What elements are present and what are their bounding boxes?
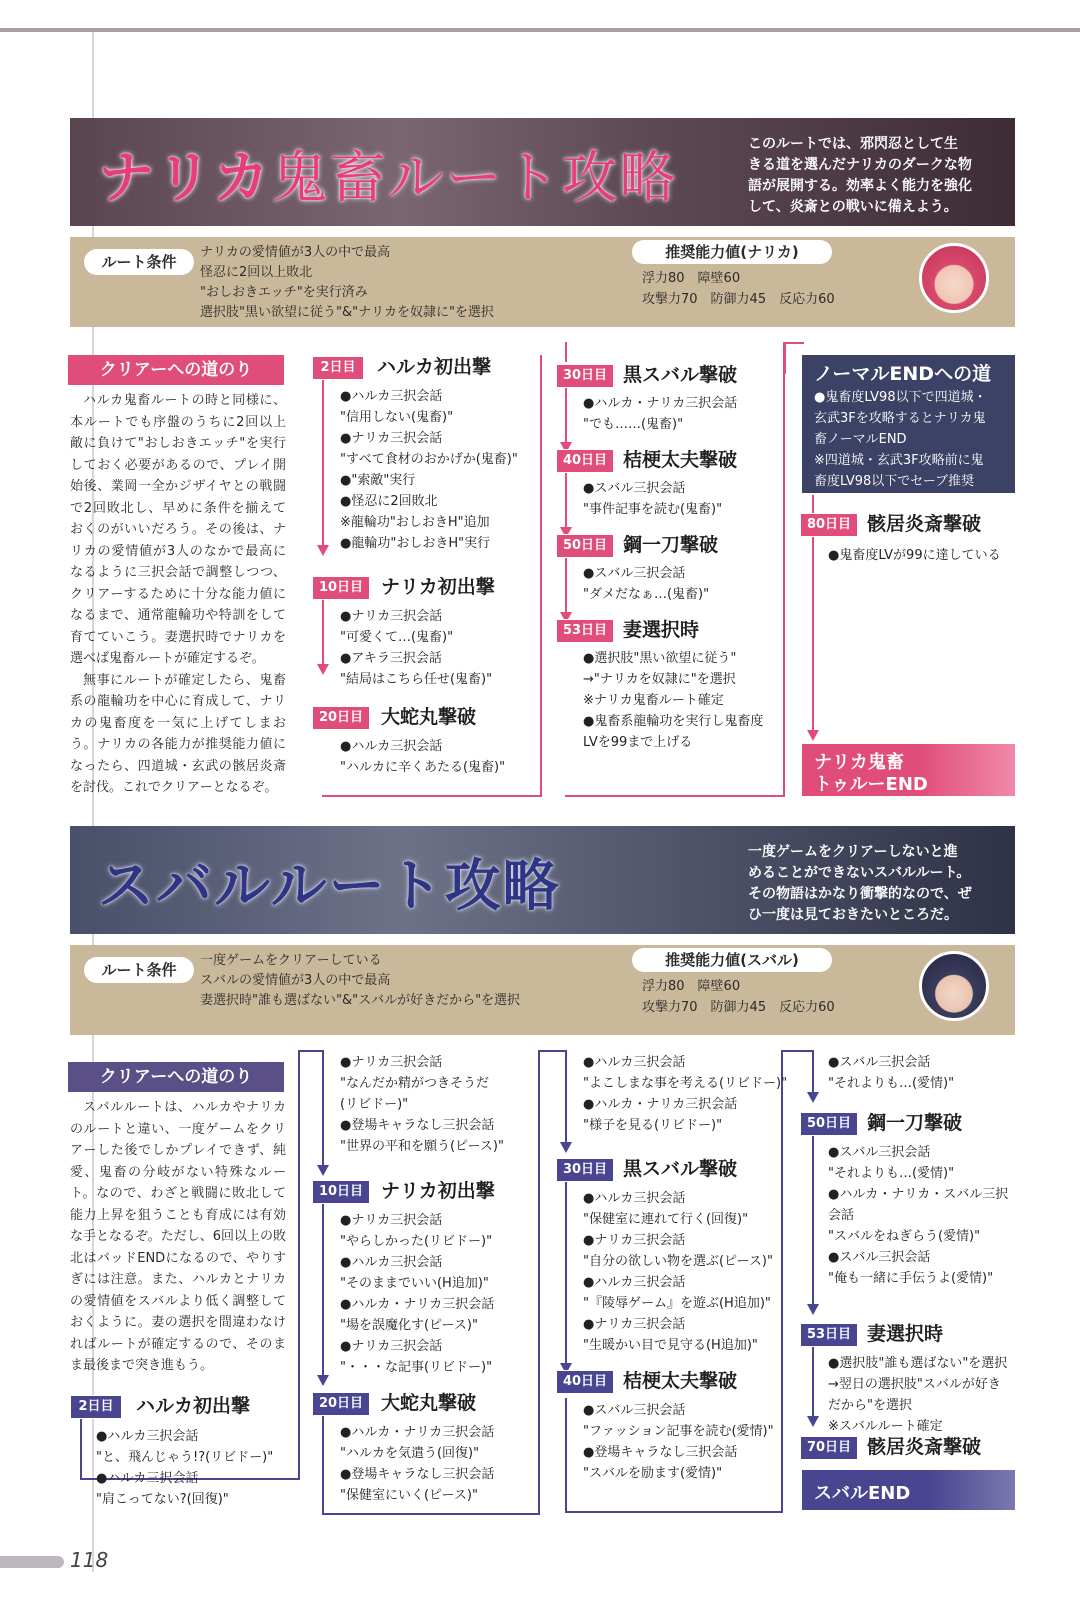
flow-connector xyxy=(538,1050,540,1515)
flow-arrow-icon xyxy=(560,1142,572,1153)
day-badge: 20日目 xyxy=(312,1392,370,1416)
narika-intro-line: このルートでは、邪閃忍として生 xyxy=(748,136,958,152)
flow-item: "でも……(鬼畜)" xyxy=(583,417,684,432)
flow-item: ●ハルカ・ナリカ三択会話 xyxy=(340,1425,495,1440)
event-title: 大蛇丸撃破 xyxy=(381,1392,477,1414)
event-title: 骸居炎斎撃破 xyxy=(867,513,982,535)
flow-item: "それよりも…(愛情)" xyxy=(828,1166,955,1181)
day-badge: 10日目 xyxy=(312,576,370,600)
day-badge: 80日目 xyxy=(800,513,858,537)
flow-connector xyxy=(565,1511,783,1513)
flow-connector xyxy=(322,370,324,548)
flow-item: "ハルカを気遣う(回復)" xyxy=(340,1446,480,1461)
flow-item: "と、飛んじゃう!?(リビドー)" xyxy=(96,1450,274,1465)
flow-item: ●ハルカ三択会話 xyxy=(96,1471,199,1486)
subaru-intro-line: ひ一度は見ておきたいところだ。 xyxy=(748,907,958,923)
narika-true-end-badge xyxy=(802,744,1015,796)
flow-arrow-icon xyxy=(317,545,329,556)
subaru-avatar xyxy=(919,951,989,1021)
flow-item: ●スバル三択会話 xyxy=(583,566,686,581)
flow-item: ●ナリカ三択会話 xyxy=(340,609,443,624)
flow-item: "なんだか精がつきそうだ xyxy=(340,1076,489,1091)
flow-item: ●登場キャラなし三択会話 xyxy=(583,1445,738,1460)
route-condition-label: ルート条件 xyxy=(84,957,194,983)
flow-item: ●ナリカ三択会話 xyxy=(583,1233,686,1248)
flow-item: ●スバル三択会話 xyxy=(583,481,686,496)
flow-item: ●ハルカ三択会話 xyxy=(340,1255,443,1270)
subaru-route-conditions xyxy=(70,945,1015,1035)
flow-connector xyxy=(565,550,567,616)
event-title: 大蛇丸撃破 xyxy=(381,706,477,728)
flow-item: ●ナリカ三択会話 xyxy=(340,1213,443,1228)
event-title: ハルカ初出撃 xyxy=(377,356,492,378)
flow-arrow-icon xyxy=(317,664,329,675)
narika-title-name: ナリカ xyxy=(98,146,272,211)
normal-end-line: ●鬼畜度LV98以下で四道城・ xyxy=(814,390,987,405)
flow-connector xyxy=(538,1050,565,1052)
flow-item: ●スバル三択会話 xyxy=(828,1055,931,1070)
flow-item: →翌日の選択肢"スバルが好き xyxy=(828,1377,1001,1392)
narika-clear-paragraph: 無事にルートが確定したら、鬼畜系の龍輪功を中心に育成して、ナリカの鬼畜度を一気に上げてしまおう。ナリカの各能力が推奨能力値になったら、四道城・玄武の骸居炎斎を討伐。これでクリアーとなるぞ。 xyxy=(70,672,286,795)
event-title: 黒スバル撃破 xyxy=(623,364,738,386)
condition-item: 一度ゲームをクリアーしている xyxy=(200,953,382,968)
condition-item: 妻選択時"誰も選ばない"&"スバルが好きだから"を選択 xyxy=(200,993,521,1008)
flow-item: ●登場キャラなし三択会話 xyxy=(340,1467,495,1482)
day-badge: 70日目 xyxy=(800,1436,858,1460)
flow-connector xyxy=(565,1180,567,1367)
day-badge: 30日目 xyxy=(556,364,614,388)
event-title: 妻選択時 xyxy=(867,1323,944,1345)
event-title: ナリカ初出撃 xyxy=(381,1180,495,1202)
flow-item: ●ハルカ・ナリカ三択会話 xyxy=(583,396,738,411)
event-title: 鋼一刀撃破 xyxy=(623,534,719,556)
flow-connector xyxy=(565,1050,567,1146)
flow-connector xyxy=(565,465,567,531)
condition-item: スバルの愛情値が3人の中で最高 xyxy=(200,973,391,988)
flow-arrow-icon xyxy=(317,1375,329,1386)
flow-item: "自分の欲しい物を選ぶ(ピース)" xyxy=(583,1254,773,1269)
flow-item: LVを99まで上げる xyxy=(583,735,693,750)
flow-item: ※スバルルート確定 xyxy=(828,1419,943,1434)
flow-item: ●スバル三択会話 xyxy=(828,1250,931,1265)
flow-item: "事件記事を読む(鬼畜)" xyxy=(583,502,723,517)
flow-item: "生暖かい目で見守る(H追加)" xyxy=(583,1338,758,1353)
flow-item: ●ハルカ三択会話 xyxy=(340,389,443,404)
event-title: ナリカ初出撃 xyxy=(381,576,495,598)
flow-item: "それよりも…(愛情)" xyxy=(828,1076,955,1091)
flow-item: "スバルを励ます(愛情)" xyxy=(583,1466,723,1481)
flow-connector xyxy=(781,1050,783,1513)
day-badge: 2日目 xyxy=(312,356,364,380)
flow-item: "世界の平和を願う(ピース)" xyxy=(340,1139,504,1154)
flow-item: ●選択肢"誰も選ばない"を選択 xyxy=(828,1356,1008,1371)
flow-item: "結局はこちら任せ(鬼畜)" xyxy=(340,672,493,687)
event-title: 骸居炎斎撃破 xyxy=(867,1436,982,1458)
flow-arrow-icon xyxy=(317,1165,329,1176)
flow-item: "『陵辱ゲーム』を遊ぶ(H追加)" xyxy=(583,1296,771,1311)
narika-clear-paragraph: ハルカ鬼畜ルートの時と同様に、本ルートでも序盤のうちに2回以上敵に負けて"おしおきエッチ"を実行しておく必要があるので、プレイ開始後、業岡一全かジザイヤとの戦闘で2回敗北し、早めに条件を揃えておくのがいいだろう。その後は、ナリカの愛情値が3人のなかで最高になるように三択会話で調整しつつ、クリアーするために十分な能力値になるまで、通常龍輪功や特訓をして育てていこう。妻選択時でナリカを選べば鬼畜ルートが確定するぞ。 xyxy=(70,393,286,666)
subaru-clear-paragraph: スバルルートは、ハルカやナリカのルートと違い、一度ゲームをクリアーした後でしかプレイできず、純愛、鬼畜の分岐がない特殊なルート。なので、わざと戦闘に敗北して能力上昇を狙うことも育成には有効な手となるぞ。ただし、6回以上の敗北はバッドENDになるので、やりすぎには注意。また、ハルカとナリカの愛情値をスバルより低く調整しておくように。妻の選択を間違わなければルートが確定するので、そのまま最後まで突き進もう。 xyxy=(70,1100,287,1373)
flow-item: "よこしまな事を考える(リビドー)" xyxy=(583,1076,788,1091)
recommended-stats-label: 推奨能力値(ナリカ) xyxy=(632,240,832,264)
narika-route-title xyxy=(98,134,677,214)
subaru-intro-line: めることができないスバルルート。 xyxy=(748,865,971,881)
condition-item: ナリカの愛情値が3人の中で最高 xyxy=(200,245,391,260)
normal-end-title: ノーマルENDへの道 xyxy=(814,363,992,385)
flow-connector xyxy=(565,380,567,446)
narika-intro xyxy=(748,134,993,218)
normal-end-body xyxy=(814,387,1014,492)
flow-item: "場を誤魔化す(ピース)" xyxy=(340,1318,478,1333)
subaru-title-banner xyxy=(70,826,1015,934)
flow-item: ●ハルカ・ナリカ三択会話 xyxy=(340,1297,495,1312)
subaru-end-badge xyxy=(802,1470,1015,1510)
normal-end-box xyxy=(802,355,1015,493)
flow-item: "可愛くて…(鬼畜)" xyxy=(340,630,454,645)
flow-item: "様子を見る(リビドー)" xyxy=(583,1118,723,1133)
flow-item: "やらしかった(リビドー)" xyxy=(340,1234,493,1249)
day-badge: 53日目 xyxy=(556,619,614,643)
condition-list xyxy=(200,243,494,323)
flow-item: ●ナリカ三択会話 xyxy=(340,1055,443,1070)
flow-connector xyxy=(298,1050,322,1052)
narika-route-conditions xyxy=(70,237,1015,327)
flow-item: ●ハルカ三択会話 xyxy=(583,1275,686,1290)
top-rule xyxy=(0,28,1080,32)
page-number-tab xyxy=(0,1556,64,1568)
narika-title-rest: 鬼畜ルート攻略 xyxy=(271,146,678,211)
narika-title-banner xyxy=(70,118,1015,226)
flow-item: ●スバル三択会話 xyxy=(828,1145,931,1160)
flow-item: ●"索敵"実行 xyxy=(340,473,416,488)
flow-connector xyxy=(812,1340,814,1420)
narika-clear-heading: クリアーへの道のり xyxy=(68,355,284,385)
flow-item: "・・・な記事(リビドー)" xyxy=(340,1360,493,1375)
flow-connector xyxy=(781,1050,812,1052)
narika-intro-line: きる道を選んだナリカのダークな物 xyxy=(748,157,972,173)
flow-item: ●ナリカ三択会話 xyxy=(583,1317,686,1332)
subaru-intro-line: 一度ゲームをクリアーしないと進 xyxy=(748,844,958,860)
end-label: スバルEND xyxy=(814,1483,911,1504)
recommended-stats-label: 推奨能力値(スバル) xyxy=(632,948,832,972)
flow-item: ●スバル三択会話 xyxy=(583,1403,686,1418)
flow-connector xyxy=(322,1410,324,1515)
day-badge: 53日目 xyxy=(800,1323,858,1347)
flow-item: "信用しない(鬼畜)" xyxy=(340,410,454,425)
flow-item: ●怪忍に2回敗北 xyxy=(340,494,438,509)
flow-arrow-icon xyxy=(807,1304,819,1315)
day-badge: 40日目 xyxy=(556,1370,614,1394)
flow-item: ※ナリカ鬼畜ルート確定 xyxy=(583,693,724,708)
route-condition-label: ルート条件 xyxy=(84,249,194,275)
recommended-stats-line: 浮力80 障壁60 xyxy=(642,979,741,994)
event-title: 黒スバル撃破 xyxy=(623,1158,738,1180)
condition-item: "おしおきエッチ"を実行済み xyxy=(200,285,368,300)
flow-item: ●鬼畜系龍輪功を実行し鬼畜度 xyxy=(583,714,764,729)
flow-item: "すべて食材のおかげか(鬼畜)" xyxy=(340,452,518,467)
flow-item: ●ハルカ三択会話 xyxy=(583,1055,686,1070)
event-title: 桔梗太夫撃破 xyxy=(623,449,738,471)
narika-avatar xyxy=(919,243,989,313)
flow-item: "スバルをねぎらう(愛情)" xyxy=(828,1229,981,1244)
normal-end-line: 玄武3Fを攻略するとナリカ鬼 xyxy=(814,411,986,426)
normal-end-line: ※四道城・玄武3F攻略前に鬼 xyxy=(814,453,984,468)
condition-item: 怪忍に2回以上敗北 xyxy=(200,265,313,280)
flow-arrow-icon xyxy=(807,1092,819,1103)
flow-item: ●ハルカ三択会話 xyxy=(340,739,443,754)
day-badge: 30日目 xyxy=(556,1158,614,1182)
flow-connector xyxy=(322,1200,324,1380)
flow-item: "保健室に連れて行く(回復)" xyxy=(583,1212,749,1227)
flow-arrow-icon xyxy=(807,1416,819,1427)
event-title: ハルカ初出撃 xyxy=(136,1395,251,1417)
recommended-stats-line: 攻撃力70 防御力45 反応力60 xyxy=(642,292,835,307)
normal-end-line: 畜度LV98以下でセーブ推奨 xyxy=(814,474,975,489)
day-badge: 10日目 xyxy=(312,1180,370,1204)
flow-item: (リビドー)" xyxy=(340,1097,409,1112)
narika-clear-text xyxy=(70,390,286,799)
flow-connector xyxy=(784,342,786,374)
flow-connector xyxy=(565,1398,567,1513)
flow-connector xyxy=(322,590,324,668)
day-badge: 50日目 xyxy=(556,534,614,558)
flow-item: ●鬼畜度LVが99に達している xyxy=(828,548,1001,563)
condition-list xyxy=(200,951,520,1011)
flow-arrow-icon xyxy=(807,730,819,741)
flow-item: "肩こってない?(回復)" xyxy=(96,1492,229,1507)
flow-connector xyxy=(322,1513,540,1515)
flow-connector xyxy=(322,1050,324,1170)
flow-item: ●ハルカ・ナリカ三択会話 xyxy=(583,1097,738,1112)
subaru-intro xyxy=(748,842,993,926)
flow-connector xyxy=(298,1050,300,1480)
flow-item: ※龍輪功"おしおきH"追加 xyxy=(340,515,490,530)
condition-item: 選択肢"黒い欲望に従う"&"ナリカを奴隷に"を選択 xyxy=(200,305,494,320)
day-badge: 2日目 xyxy=(70,1395,122,1419)
recommended-stats-line: 攻撃力70 防御力45 反応力60 xyxy=(642,1000,835,1015)
day-badge: 20日目 xyxy=(312,706,370,730)
event-title: 妻選択時 xyxy=(623,619,700,641)
flow-item: ●選択肢"黒い欲望に従う" xyxy=(583,651,737,666)
day-badge: 50日目 xyxy=(800,1112,858,1136)
flow-item: "俺も一緒に手伝うよ(愛情)" xyxy=(828,1271,994,1286)
flow-item: →"ナリカを奴隷に"を選択 xyxy=(583,672,736,687)
flow-connector xyxy=(812,1130,814,1308)
event-title: 桔梗太夫撃破 xyxy=(623,1370,738,1392)
normal-end-line: 畜ノーマルEND xyxy=(814,432,907,447)
page-number: 118 xyxy=(70,1548,109,1572)
flow-item: ●アキラ三択会話 xyxy=(340,651,442,666)
narika-intro-line: して、炎斎との戦いに備えよう。 xyxy=(748,199,958,215)
flow-item: "そのままでいい(H追加)" xyxy=(340,1276,489,1291)
flow-item: ●龍輪功"おしおきH"実行 xyxy=(340,536,491,551)
flow-item: ●ハルカ・ナリカ・スバル三択 xyxy=(828,1187,1009,1202)
narika-intro-line: 語が展開する。効率よく能力を強化 xyxy=(748,178,972,194)
recommended-stats-line: 浮力80 障壁60 xyxy=(642,271,741,286)
subaru-route-title: スバルルート攻略 xyxy=(98,854,561,919)
flow-item: ●ナリカ三択会話 xyxy=(340,431,443,446)
flow-item: ●登場キャラなし三択会話 xyxy=(340,1118,495,1133)
flow-item: "保健室にいく(ピース)" xyxy=(340,1488,478,1503)
flow-item: ●ナリカ三択会話 xyxy=(340,1339,443,1354)
flow-item: "ファッション記事を読む(愛情)" xyxy=(583,1424,774,1439)
flow-item: ●ハルカ三択会話 xyxy=(96,1429,199,1444)
subaru-clear-heading: クリアーへの道のり xyxy=(68,1062,284,1092)
end-label: トゥルーEND xyxy=(814,774,928,795)
flow-item: ●ハルカ三択会話 xyxy=(583,1191,686,1206)
flow-item: "ダメだなぁ…(鬼畜)" xyxy=(583,587,710,602)
flow-connector xyxy=(80,1410,82,1480)
day-badge: 40日目 xyxy=(556,449,614,473)
flow-connector xyxy=(784,342,804,344)
flow-connector xyxy=(812,1050,814,1096)
event-title: 鋼一刀撃破 xyxy=(867,1112,963,1134)
flow-item: だから"を選択 xyxy=(828,1398,912,1413)
end-label: ナリカ鬼畜 xyxy=(814,752,904,773)
flow-item: "ハルカに辛くあたる(鬼畜)" xyxy=(340,760,506,775)
flow-item: 会話 xyxy=(828,1208,855,1223)
subaru-intro-line: その物語はかなり衝撃的なので、ぜ xyxy=(748,886,972,902)
